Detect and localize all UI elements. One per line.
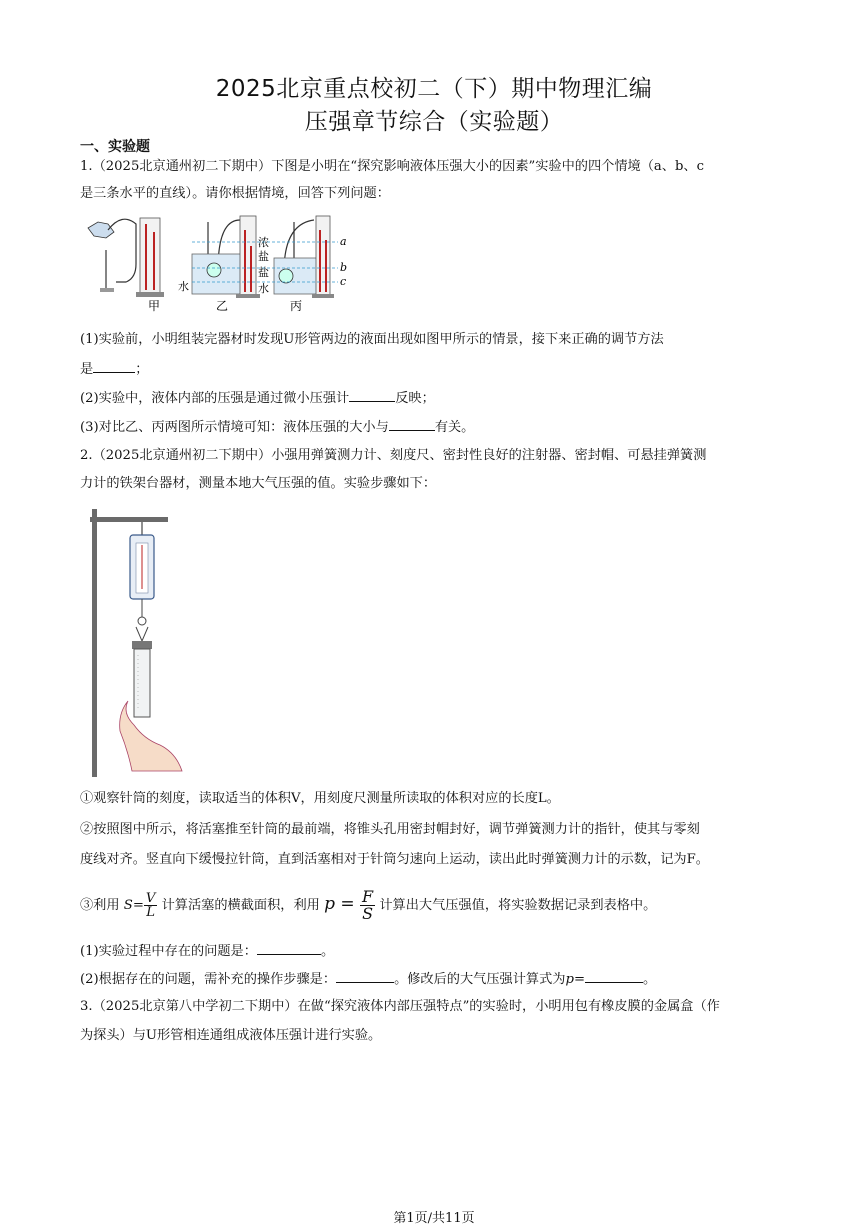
q2-stem-line1: 2.（2025北京通州初二下期中）小强用弹簧测力计、刻度尺、密封性良好的注射器、密封帽、可悬挂弹簧测 (80, 448, 707, 463)
fig-label-c: c (340, 275, 347, 288)
fig-label-water: 水 (178, 280, 189, 293)
formula-equals: = (132, 898, 144, 913)
q2-sub1 (80, 942, 334, 958)
q1-stem-line2: 是三条水平的直线）。请你根据情境，回答下列问题： (80, 186, 390, 201)
q1-sub1-line2 (80, 360, 148, 376)
answer-blank[interactable] (349, 389, 395, 402)
q2-sub1-suffix: 。 (320, 944, 335, 959)
q2-sub1-prefix: (1)实验过程中存在的问题是： (80, 944, 257, 959)
formula-equals: = (573, 972, 586, 987)
q3-stem-line2: 为探头）与U形管相连通组成液体压强计进行实验。 (80, 1028, 382, 1043)
q1-sub2-prefix: (2)实验中，液体内部的压强是通过微小压强计 (80, 391, 350, 406)
q2-step3-middle: 计算活塞的横截面积，利用 (161, 898, 320, 913)
q1-sub2 (80, 389, 435, 405)
q1-sub3-prefix: (3)对比乙、丙两图所示情境可知：液体压强的大小与 (80, 420, 389, 435)
q1-sub1-prefix: 是 (80, 362, 94, 377)
q2-step2-line1: ②按照图中所示，将活塞推至针筒的最前端，将锥头孔用密封帽封好，调节弹簧测力计的指针，使其与零刻 (80, 822, 700, 837)
q2-step3-suffix: 计算出大气压强值，将实验数据记录到表格中。 (379, 898, 657, 913)
document-title-line2: 压强章节综合（实验题） (304, 109, 564, 135)
formula-pressure-symbol: p (565, 972, 574, 987)
section-heading: 一、实验题 (80, 139, 150, 155)
fig-label-salt3: 水 (258, 282, 269, 295)
answer-blank[interactable] (257, 942, 321, 955)
formula-pressure-fraction (360, 889, 375, 922)
answer-blank[interactable] (93, 360, 135, 373)
fig-label-salt2: 盐 (258, 266, 269, 279)
q2-step2-line2: 度线对齐。竖直向下缓慢拉针筒，直到活塞相对于针筒匀速向上运动，读出此时弹簧测力计的示数，记为F。 (80, 852, 709, 867)
q2-sub2-middle: 。修改后的大气压强计算式为 (394, 972, 566, 987)
answer-blank[interactable] (336, 970, 394, 983)
page-footer: 第1页/共11页 (393, 1211, 475, 1226)
q1-sub3-suffix: 有关。 (434, 420, 475, 435)
q2-step3: ③利用 S= $\frac{V}{L}$ 计算活塞的横截面积，利用 p = $\frac{F}{S}$ 计算出大气压强值，将实验数据记录到表格中。 (80, 887, 657, 923)
q1-pressure-gauge-figure (80, 210, 360, 316)
q2-step3-prefix: ③利用 (80, 898, 120, 913)
formula-area-fraction (144, 892, 158, 919)
fig-label-jia: 甲 (148, 299, 161, 313)
q3-stem-line1: 3.（2025北京第八中学初二下期中）在做“探究液体内部压强特点”的实验时，小明用包有橡皮膜的金属盒（作 (80, 999, 720, 1014)
fig-label-b: b (340, 261, 348, 274)
fig-label-salt1: 浓 (258, 236, 269, 249)
formula-denominator-area: S (362, 904, 374, 923)
q2-sub2-prefix: (2)根据存在的问题，需补充的操作步骤是： (80, 972, 337, 987)
q2-step1: ①观察针筒的刻度，读取适当的体积V，用刻度尺测量所读取的体积对应的长度L。 (80, 791, 560, 806)
fig-label-yi: 乙 (216, 299, 229, 313)
formula-area-symbol: S (123, 898, 133, 913)
formula-numerator-force: F (362, 887, 374, 906)
fig-label-bing: 丙 (290, 299, 303, 313)
q1-sub2-suffix: 反映； (395, 391, 435, 406)
document-title-line1: 2025北京重点校初二（下）期中物理汇编 (215, 76, 653, 102)
q1-stem-line1: 1.（2025北京通州初二下期中）下图是小明在“探究影响液体压强大小的因素”实验中的四个情境（a、b、c (80, 159, 705, 174)
q1-sub1-suffix: ； (135, 362, 149, 377)
answer-blank[interactable] (389, 418, 435, 431)
answer-blank[interactable] (585, 970, 643, 983)
q2-syringe-spring-scale-figure (80, 505, 190, 780)
q2-sub2-suffix: 。 (643, 972, 657, 987)
q1-sub3 (80, 418, 474, 434)
q1-sub1-line1: (1)实验前，小明组装完器材时发现U形管两边的液面出现如图甲所示的情景，接下来正确的调节方法 (80, 332, 664, 347)
formula-pressure-symbol: p (324, 894, 335, 914)
fig-label-salt0: 盐 (258, 250, 269, 263)
formula-denominator-length: L (146, 905, 156, 920)
formula-numerator-volume: V (145, 890, 156, 906)
fig-label-a: a (340, 235, 347, 248)
q2-sub2 (80, 970, 656, 986)
q2-stem-line2: 力计的铁架台器材，测量本地大气压强的值。实验步骤如下： (80, 476, 437, 491)
